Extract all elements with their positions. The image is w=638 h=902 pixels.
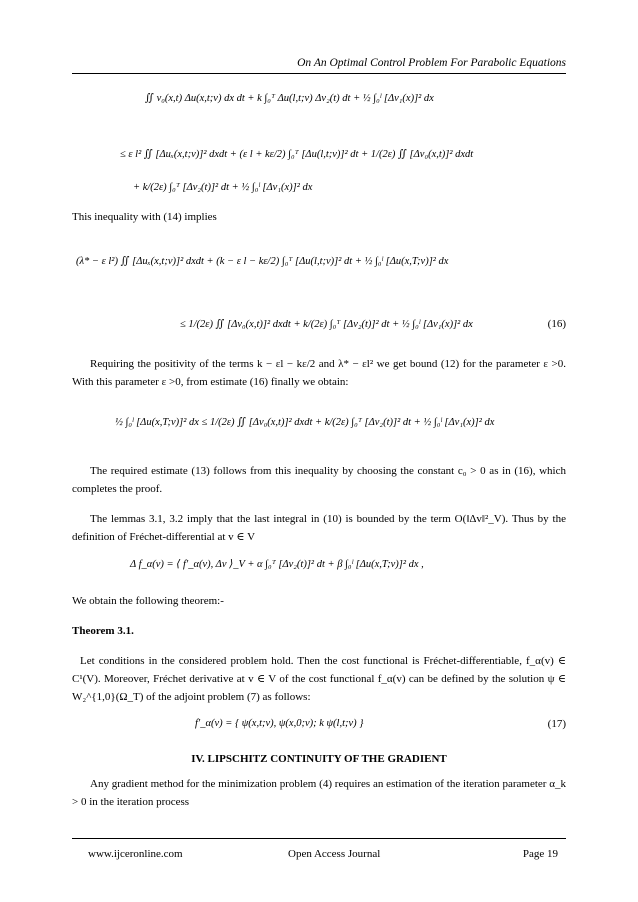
footer-page-number: Page 19 [522, 848, 558, 860]
theorem-title: Theorem 3.1. [72, 625, 134, 637]
equation-line-7: Δ f_α(v) = ⟨ f′_α(v), Δv ⟩_V + α ∫₀ᵀ [Δv₂(t)]² dt + β ∫₀ˡ [Δu(x,T;v)]² dx , [130, 559, 424, 570]
paragraph-estimate: The required estimate (13) follows from this inequality by choosing the constant c₀ > 0 as in (16), which completes the proof. [72, 465, 566, 495]
paragraph-gradient-method: Any gradient method for the minimization problem (4) requires an estimation of the iteration parameter α_k > 0 in the iteration process [72, 778, 566, 808]
equation-line-5: ≤ 1/(2ε) ∬ [Δv₀(x,t)]² dxdt + k/(2ε) ∫₀ᵀ [Δv₂(t)]² dt + ½ ∫₀ˡ [Δv₁(x)]² dx [180, 319, 473, 330]
equation-line-8: f′_α(v) = { ψ(x,t;v), ψ(x,0;v); k ψ(l,t;v) } [195, 718, 364, 729]
header-rule [72, 73, 566, 74]
equation-line-3: + k/(2ε) ∫₀ᵀ [Δv₂(t)]² dt + ½ ∫₀ˡ [Δv₁(x)]² dx [133, 182, 313, 193]
running-header: On An Optimal Control Problem For Parabolic Equations [297, 57, 566, 69]
equation-line-6: ½ ∫₀ˡ [Δu(x,T;v)]² dx ≤ 1/(2ε) ∬ [Δv₀(x,t)]² dxdt + k/(2ε) ∫₀ᵀ [Δv₂(t)]² dt + ½ ∫₀ˡ [Δv₁(x)]² dx [115, 417, 495, 428]
paragraph-implies: This inequality with (14) implies [72, 211, 217, 223]
equation-number-17: (17) [547, 718, 566, 730]
footer-rule [72, 838, 566, 839]
equation-number-16: (16) [547, 318, 566, 330]
section-heading: IV. LIPSCHITZ CONTINUITY OF THE GRADIENT [191, 753, 447, 765]
equation-line-2: ≤ ε l² ∬ [Δuₓ(x,t;v)]² dxdt + (ε l + kε/2) ∫₀ᵀ [Δu(l,t;v)]² dt + 1/(2ε) ∬ [Δv₀(x,t)]² dxdt [120, 149, 474, 160]
paragraph-positivity: Requiring the positivity of the terms k − εl − kε/2 and λ* − εl² we get bound (12) for the parameter ε >0. With this parameter ε >0, from estimate (16) finally we obtain: [72, 358, 566, 388]
theorem-body: Let conditions in the considered problem hold. Then the cost functional is Fréchet-differentiable, f_α(v) ∈ C¹(V). Moreover, Fréchet derivative at v ∈ V of the cost functional f_α(v) can be defined by the solution ψ ∈ W₂^{1,0}(Ω_T) of the adjoint problem (7) as follows: [72, 655, 566, 703]
equation-line-4: (λ* − ε l²) ∬ [Δuₓ(x,t;v)]² dxdt + (k − ε l − kε/2) ∫₀ᵀ [Δu(l,t;v)]² dt + ½ ∫₀ˡ [Δu(x,T;v)]² dx [76, 256, 449, 267]
paragraph-lemmas: The lemmas 3.1, 3.2 imply that the last integral in (10) is bounded by the term O(‖Δv‖²_V). Thus by the definition of Fréchet-differential at v ∈ V [72, 513, 566, 543]
footer-journal: Open Access Journal [288, 848, 381, 860]
equation-line-1: ∬ v₀(x,t) Δu(x,t;v) dx dt + k ∫₀ᵀ Δu(l,t;v) Δv₂(t) dt + ½ ∫₀ˡ [Δv₁(x)]² dx [145, 93, 434, 104]
footer-website: www.ijceronline.com [88, 848, 183, 860]
paragraph-theorem-intro: We obtain the following theorem:- [72, 595, 224, 607]
